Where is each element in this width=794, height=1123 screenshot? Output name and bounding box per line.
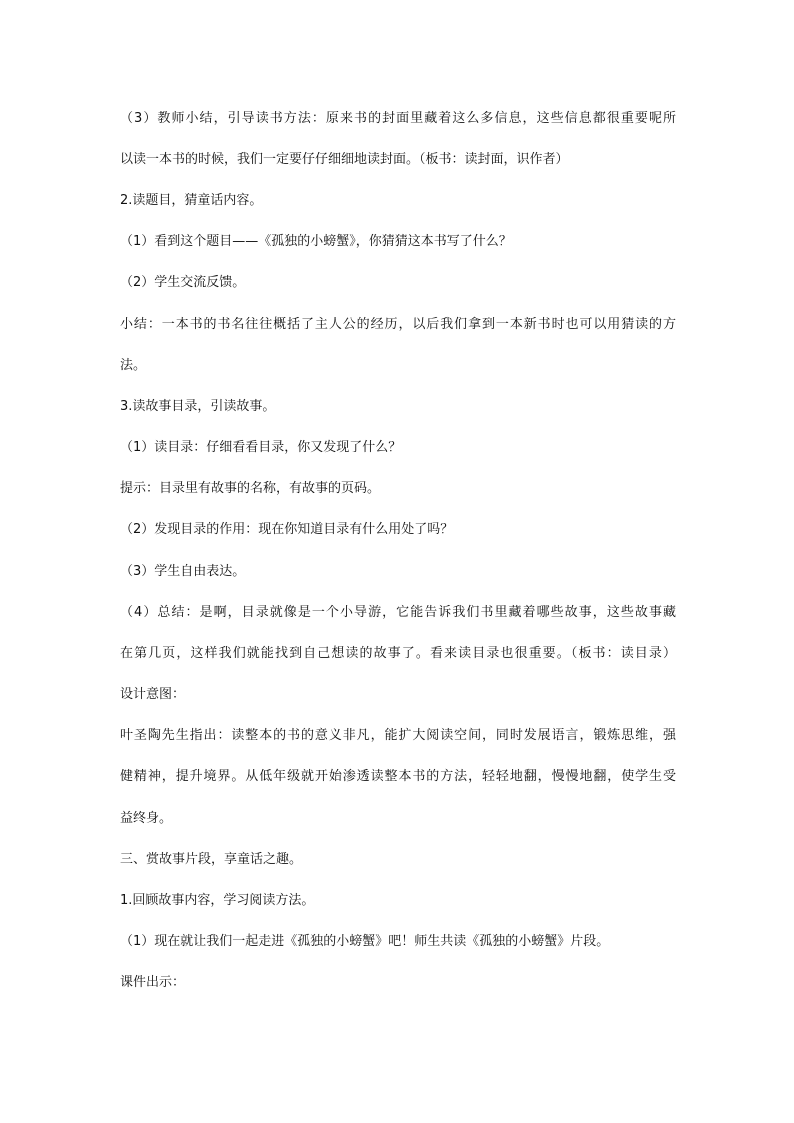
paragraph-line: 健精神，提升境界。从低年级就开始渗透读整本书的方法，轻轻地翻，慢慢地翻，使学生受 bbox=[120, 769, 676, 784]
paragraph-line: 以读一本书的时候，我们一定要仔仔细细地读封面。（板书：读封面，识作者） bbox=[120, 152, 569, 167]
paragraph-line: 叶圣陶先生指出：读整本的书的意义非凡，能扩大阅读空间，同时发展语言，锻炼思维，强 bbox=[120, 728, 676, 743]
paragraph-line: （4）总结：是啊，目录就像是一个小导游，它能告诉我们书里藏着哪些故事，这些故事藏 bbox=[120, 605, 676, 620]
paragraph-line: （2）学生交流反馈。 bbox=[120, 275, 246, 290]
paragraph-line: （2）发现目录的作用：现在你知道目录有什么用处了吗？ bbox=[120, 522, 454, 537]
paragraph-line: （1）现在就让我们一起走进《孤独的小螃蟹》吧！师生共读《孤独的小螃蟹》片段。 bbox=[120, 934, 610, 949]
paragraph-line: 课件出示： bbox=[120, 975, 186, 990]
paragraph-line: 提示：目录里有故事的名称，有故事的页码。 bbox=[120, 481, 381, 496]
paragraph-line: 在第几页，这样我们就能找到自己想读的故事了。看来读目录也很重要。（板书：读目录） bbox=[120, 646, 676, 661]
paragraph-line: （1）读目录：仔细看看目录，你又发现了什么？ bbox=[120, 440, 402, 455]
paragraph-line: （1）看到这个题目——《孤独的小螃蟹》，你猜猜这本书写了什么？ bbox=[120, 234, 512, 249]
paragraph-line: 小结：一本书的书名往往概括了主人公的经历，以后我们拿到一本新书时也可以用猜读的方 bbox=[120, 317, 676, 332]
paragraph-line: 益终身。 bbox=[120, 811, 173, 826]
paragraph-line: （3）学生自由表达。 bbox=[120, 564, 246, 579]
section-heading: 2.读题目，猜童话内容。 bbox=[120, 193, 263, 208]
section-heading: 3.读故事目录，引读故事。 bbox=[120, 399, 276, 414]
section-heading: 三、赏故事片段，享童话之趣。 bbox=[120, 852, 303, 867]
section-heading: 1.回顾故事内容，学习阅读方法。 bbox=[120, 893, 315, 908]
paragraph-line: 法。 bbox=[120, 358, 147, 373]
paragraph-line: （3）教师小结，引导读书方法：原来书的封面里藏着这么多信息，这些信息都很重要呢所 bbox=[120, 111, 676, 126]
paragraph-line: 设计意图： bbox=[120, 687, 186, 702]
